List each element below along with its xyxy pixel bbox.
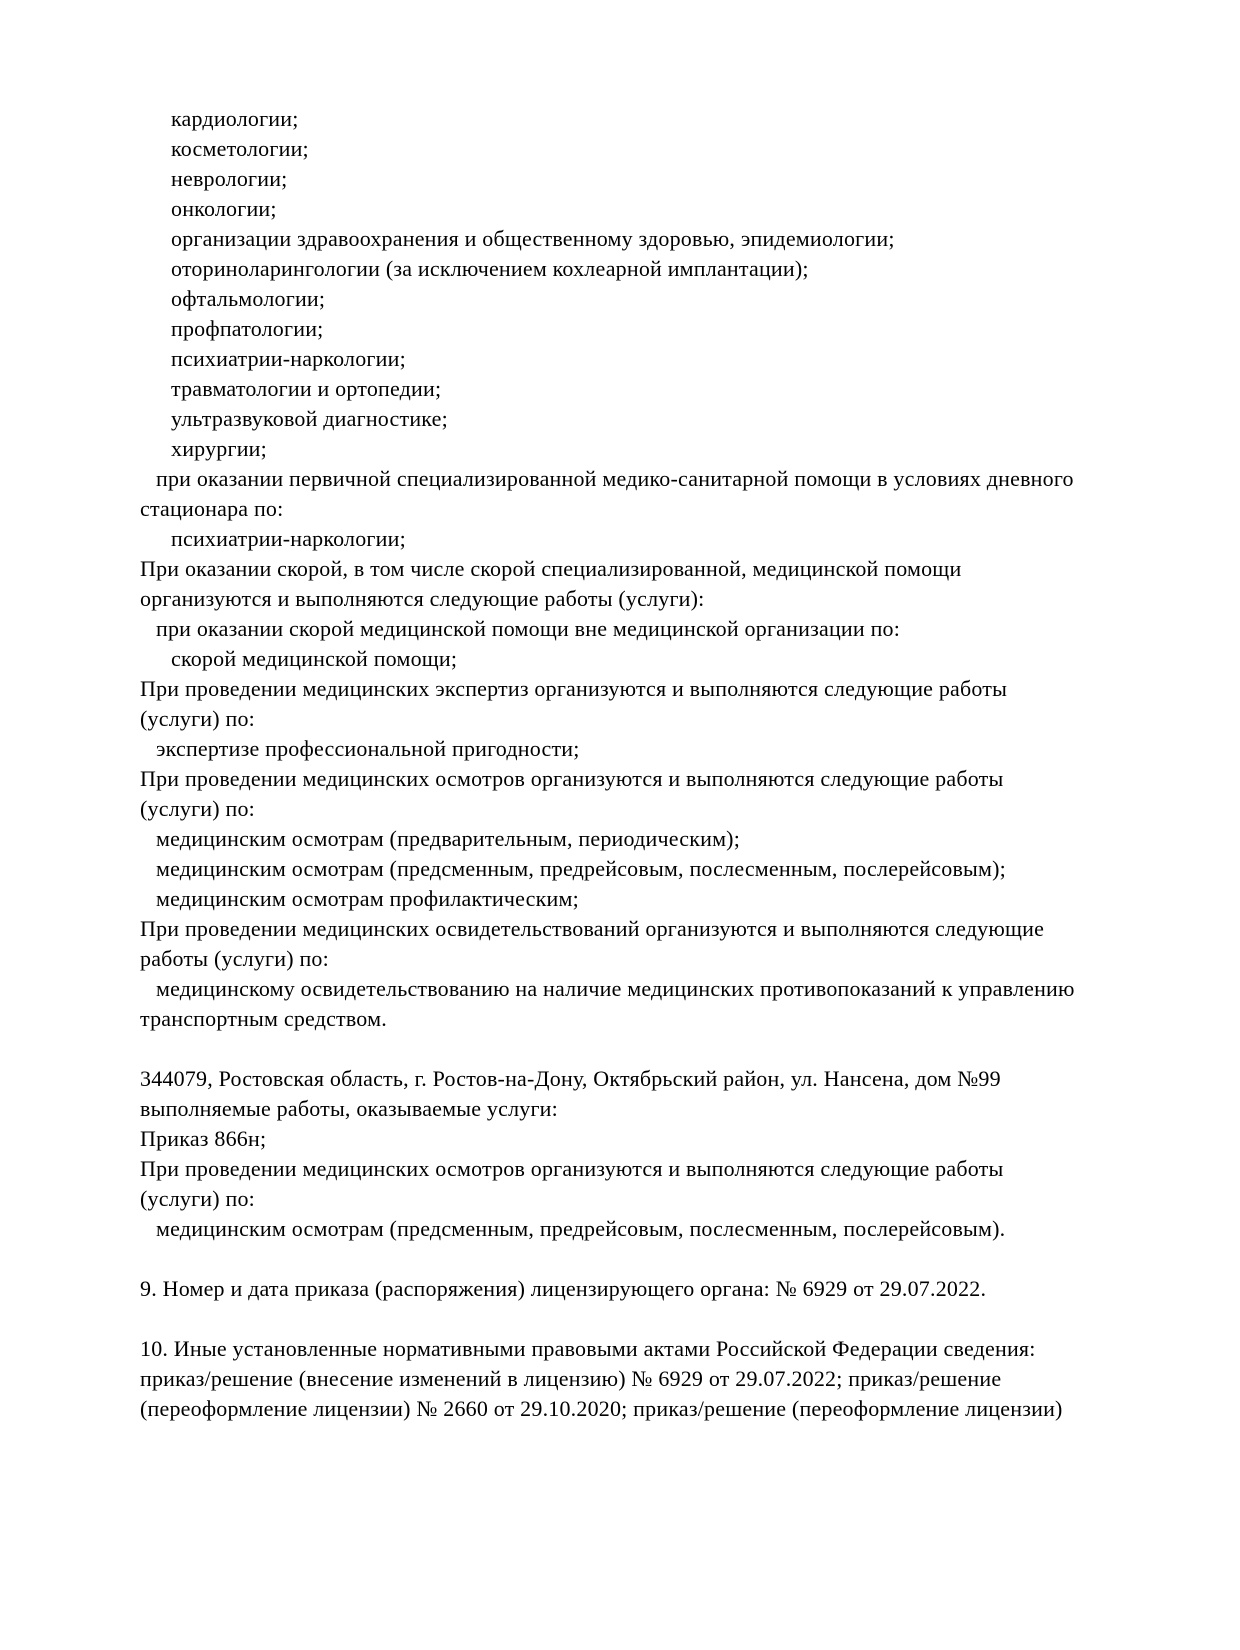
- text-line: экспертизе профессиональной пригодности;: [156, 736, 580, 761]
- text-line: 344079, Ростовская область, г. Ростов-на-Дону, Октябрьский район, ул. Нансена, дом №99: [140, 1066, 1001, 1091]
- text-line: работы (услуги) по:: [140, 946, 329, 971]
- text-line: (услуги) по:: [140, 796, 255, 821]
- text-line: скорой медицинской помощи;: [171, 646, 458, 671]
- text-line: психиатрии-наркологии;: [171, 346, 406, 371]
- text-line: 10. Иные установленные нормативными правовыми актами Российской Федерации сведения:: [140, 1336, 1036, 1361]
- text-line: медицинским осмотрам (предсменным, предрейсовым, послесменным, послерейсовым).: [156, 1216, 1006, 1241]
- text-line: выполняемые работы, оказываемые услуги:: [140, 1096, 558, 1121]
- text-line: При проведении медицинских осмотров организуются и выполняются следующие работы: [140, 1156, 1004, 1181]
- text-line: неврологии;: [171, 166, 288, 191]
- text-line: приказ/решение (внесение изменений в лицензию) № 6929 от 29.07.2022; приказ/решение: [140, 1366, 1002, 1391]
- text-line: транспортным средством.: [140, 1006, 387, 1031]
- text-line: офтальмологии;: [171, 286, 326, 311]
- text-line: Приказ 866н;: [140, 1126, 267, 1151]
- document-text: [140, 104, 1115, 1424]
- text-line: травматологии и ортопедии;: [171, 376, 442, 401]
- text-line: медицинскому освидетельствованию на наличие медицинских противопоказаний к управлению: [156, 976, 1075, 1001]
- text-line: стационара по:: [140, 496, 284, 521]
- text-line: медицинским осмотрам профилактическим;: [156, 886, 579, 911]
- text-line: профпатологии;: [171, 316, 324, 341]
- text-line: хирургии;: [171, 436, 267, 461]
- text-line: медицинским осмотрам (предварительным, периодическим);: [156, 826, 741, 851]
- text-line: [140, 1034, 1115, 1064]
- text-line: При оказании скорой, в том числе скорой специализированной, медицинской помощи: [140, 556, 962, 581]
- text-line: (переоформление лицензии) № 2660 от 29.10.2020; приказ/решение (переоформление лицензии): [140, 1396, 1063, 1421]
- text-line: оториноларингологии (за исключением кохлеарной имплантации);: [171, 256, 809, 281]
- text-line: медицинским осмотрам (предсменным, предрейсовым, послесменным, послерейсовым);: [156, 856, 1006, 881]
- text-line: кардиологии;: [171, 106, 299, 131]
- text-line: при оказании первичной специализированной медико-санитарной помощи в условиях дневного: [156, 466, 1074, 491]
- text-line: [140, 1244, 1115, 1274]
- text-line: При проведении медицинских осмотров организуются и выполняются следующие работы: [140, 766, 1004, 791]
- text-line: организуются и выполняются следующие работы (услуги):: [140, 586, 705, 611]
- text-line: организации здравоохранения и общественному здоровью, эпидемиологии;: [171, 226, 895, 251]
- text-line: 9. Номер и дата приказа (распоряжения) лицензирующего органа: № 6929 от 29.07.2022.: [140, 1276, 987, 1301]
- text-line: [140, 1304, 1115, 1334]
- text-line: онкологии;: [171, 196, 277, 221]
- text-line: психиатрии-наркологии;: [171, 526, 406, 551]
- text-line: При проведении медицинских экспертиз организуются и выполняются следующие работы: [140, 676, 1008, 701]
- text-line: (услуги) по:: [140, 706, 255, 731]
- text-line: при оказании скорой медицинской помощи вне медицинской организации по:: [156, 616, 901, 641]
- text-line: косметологии;: [171, 136, 309, 161]
- text-line: При проведении медицинских освидетельствований организуются и выполняются следующие: [140, 916, 1045, 941]
- text-line: ультразвуковой диагностике;: [171, 406, 448, 431]
- text-line: (услуги) по:: [140, 1186, 255, 1211]
